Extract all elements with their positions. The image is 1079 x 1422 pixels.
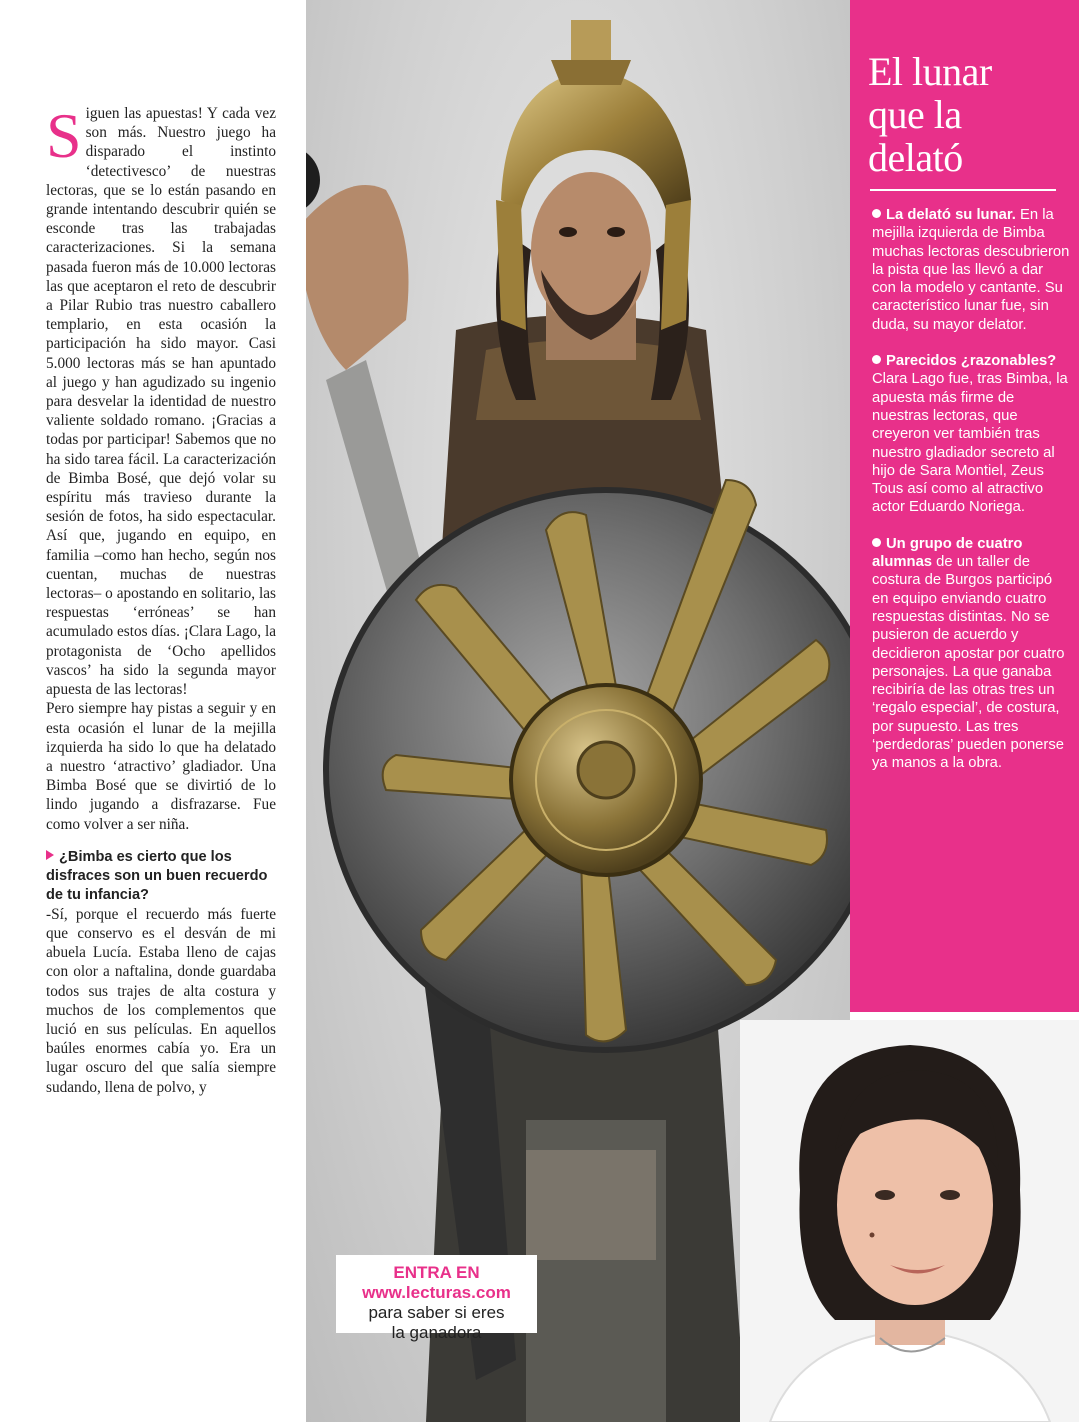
bullet-dot-icon (872, 538, 881, 547)
article-column (46, 100, 276, 1097)
article-intro (46, 100, 276, 699)
sidebar-list (872, 206, 1070, 791)
bullet-dot-icon (872, 209, 881, 218)
sidebar-item-lead: La delató su lunar. (886, 207, 1016, 223)
bullet-dot-icon (872, 355, 881, 364)
sidebar-divider (870, 189, 1056, 191)
article-paragraph: Pero siempre hay pistas a seguir y en esta ocasión el lunar de la mejilla izquierda ha sido lo que ha delatado a nuestro ‘atractivo’ gladiador. Una Bimba Bosé que se divirtió de lo lindo jugando a disfrazarse. Fue como volver a ser niña. (46, 700, 276, 833)
portrait-illustration (740, 1020, 1079, 1422)
sidebar-title-line: que la (868, 92, 962, 137)
sidebar-item-text: En la mejilla izquierda de Bimba muchas lectoras descubrieron la pista que las llevó a dar con la modelo y cantante. Su característico lunar fue, sin duda, su mayor delator. (872, 207, 1070, 333)
callout-heading: ENTRA EN (393, 1263, 480, 1282)
callout-text: la ganadora (391, 1323, 482, 1342)
sidebar-box (850, 0, 1079, 1012)
contest-callout (336, 1255, 537, 1342)
sidebar-title-line: El lunar (868, 49, 992, 94)
sidebar-item (872, 535, 1070, 773)
interview-answer: -Sí, porque el recuerdo más fuerte que conservo es el desván de mi abuela Lucía. Estaba lleno de cajas con olor a naftalina, donde guardaba todos sus trajes de alta costura y muchos de los complementos que lució en sus películas. En aquellos baúles enormes cabía yo. Era un lugar oscuro del que salía siempre sudando, llena de polvo, y (46, 905, 276, 1096)
interview-question (46, 848, 276, 905)
sidebar-item-lead: Un grupo de cuatro alumnas (872, 535, 1023, 571)
sidebar-title-line: delató (868, 135, 963, 180)
sidebar-title (868, 50, 1068, 179)
callout-text: para saber si eres (368, 1303, 505, 1322)
article-intro-text: iguen las apuestas! Y cada vez son más. Nuestro juego ha disparado el instinto ‘detectivesco’ de nuestras lectoras, que se lo están pasando en grande intentando descubrir quién se esconde tras las trabajadas caracterizaciones. Si la semana pasada fueron más de 10.000 lectoras las que aceptaron el reto de descubrir a Pilar Rubio tras nuestro caballero templario, en esta ocasión la participación ha sido mayor. Casi 5.000 lectoras más se han apuntado al juego y han agudizado su ingenio para desvelar la identidad de nuestro valiente soldado romano. ¡Gracias a todas por participar! Sabemos que no ha sido tarea fácil. La caracterización de Bimba Bosé, que dejó volar su espíritu más travieso durante la sesión de fotos, ha sido espectacular. Así que, jugando en equipo, en familia –como han hecho, según nos cuentan, muchas de nuestras lectoras– o apostando en solitario, las respuestas ‘erróneas’ se han acumulado estos días. ¡Clara Lago, la protagonista de ‘Ocho apellidos vascos’ ha sido la segunda mayor apuesta de las lectoras! (46, 105, 276, 699)
sidebar-item-text: de un taller de costura de Burgos participó en equipo enviando cuatro respuestas distintas. No se pusieron de acuerdo y decidieron apostar por cuatro personajes. La que ganaba recibiría de las otras tres un ‘regalo especial’, de costura, por supuesto. Las tres ‘perdedoras’ pueden ponerse ya manos a la obra. (872, 554, 1065, 772)
sidebar-item (872, 352, 1070, 517)
website-link[interactable]: www.lecturas.com (362, 1283, 511, 1302)
drop-cap: S (46, 100, 82, 171)
sidebar-item-lead: Parecidos ¿razonables? (886, 353, 1057, 370)
sidebar-item (872, 206, 1070, 334)
triangle-bullet-icon (46, 850, 54, 860)
interview-question-text: ¿Bimba es cierto que los disfraces son un buen recuerdo de tu infancia? (46, 848, 268, 903)
sidebar-item-text: Clara Lago fue, tras Bimba, la apuesta más firme de nuestras lectoras, que creyeron ver también tras nuestro gladiador secreto al hijo de Sara Montiel, Zeus Tous así como al atractivo actor Eduardo Noriega. (872, 371, 1068, 516)
portrait-photo (740, 1020, 1079, 1422)
